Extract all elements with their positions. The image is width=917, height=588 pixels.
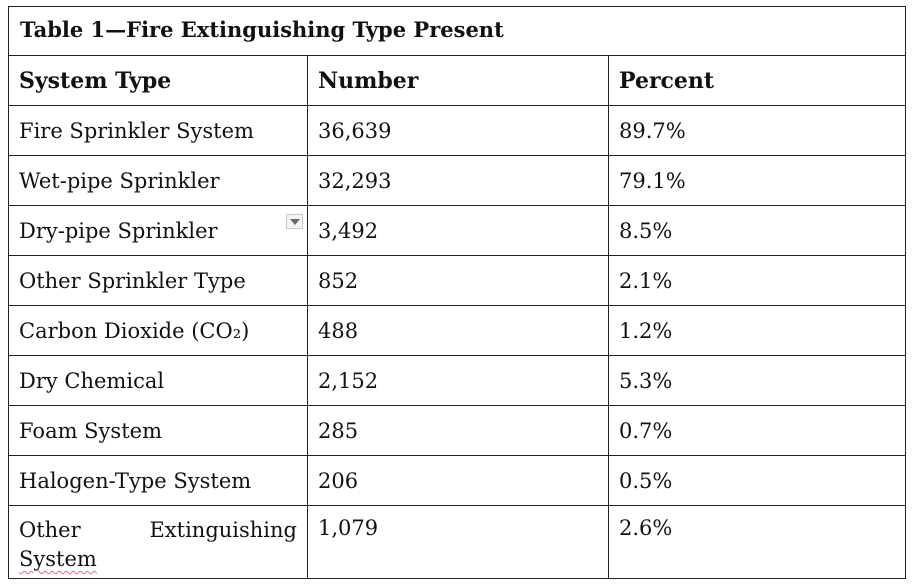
cell-percent[interactable]: 89.7% — [619, 118, 686, 143]
cell-system-type[interactable] — [9, 506, 308, 578]
cell-number[interactable]: 206 — [308, 456, 609, 505]
cell-percent[interactable]: 79.1% — [619, 168, 686, 193]
cell-system-type[interactable]: Halogen-Type System — [9, 456, 308, 505]
word: Other — [19, 518, 81, 542]
table-row — [9, 106, 905, 156]
cell-percent[interactable]: 8.5% — [619, 218, 673, 243]
word: Extinguishing — [149, 518, 297, 542]
table-header-row — [9, 56, 905, 106]
header-system-type: System Type — [9, 56, 308, 105]
cell-percent[interactable]: 2.6% — [619, 516, 673, 540]
table-row — [9, 156, 905, 206]
table-row — [9, 456, 905, 506]
table-row — [9, 506, 905, 578]
table-caption: Table 1—Fire Extinguishing Type Present — [9, 7, 905, 56]
cell-number[interactable]: 2,152 — [308, 356, 609, 405]
cell-number[interactable]: 488 — [308, 306, 609, 355]
cell-system-type[interactable]: Foam System — [9, 406, 308, 455]
cell-number[interactable]: 852 — [308, 256, 609, 305]
cell-percent[interactable]: 0.5% — [619, 468, 673, 493]
cell-percent[interactable]: 2.1% — [619, 268, 673, 293]
cell-number[interactable]: 36,639 — [308, 106, 609, 155]
data-table — [8, 6, 906, 579]
text-line — [19, 516, 297, 545]
cell-number[interactable]: 1,079 — [308, 506, 609, 578]
cell-system-type[interactable]: Wet-pipe Sprinkler — [9, 156, 308, 205]
cell-system-type[interactable] — [9, 206, 308, 255]
cell-system-type-text: Dry-pipe Sprinkler — [19, 218, 218, 243]
cell-system-type[interactable]: Fire Sprinkler System — [9, 106, 308, 155]
chevron-down-icon — [290, 219, 300, 225]
cell-percent[interactable]: 5.3% — [619, 368, 673, 393]
table-row — [9, 256, 905, 306]
table-row — [9, 406, 905, 456]
table-row — [9, 356, 905, 406]
cell-number[interactable]: 3,492 — [308, 206, 609, 255]
cell-system-type[interactable]: Carbon Dioxide (CO₂) — [9, 306, 308, 355]
cell-number[interactable]: 32,293 — [308, 156, 609, 205]
text-line — [19, 545, 297, 574]
table-row — [9, 306, 905, 356]
cell-system-type[interactable]: Dry Chemical — [9, 356, 308, 405]
cell-percent[interactable]: 0.7% — [619, 418, 673, 443]
cell-number[interactable]: 285 — [308, 406, 609, 455]
table-row — [9, 206, 905, 256]
header-number: Number — [308, 56, 609, 105]
header-percent: Percent — [619, 67, 715, 94]
spellcheck-flagged-word: System — [19, 547, 97, 571]
cell-system-type[interactable]: Other Sprinkler Type — [9, 256, 308, 305]
cell-percent[interactable]: 1.2% — [619, 318, 673, 343]
dropdown-button[interactable] — [286, 214, 303, 229]
justified-text — [19, 516, 297, 574]
